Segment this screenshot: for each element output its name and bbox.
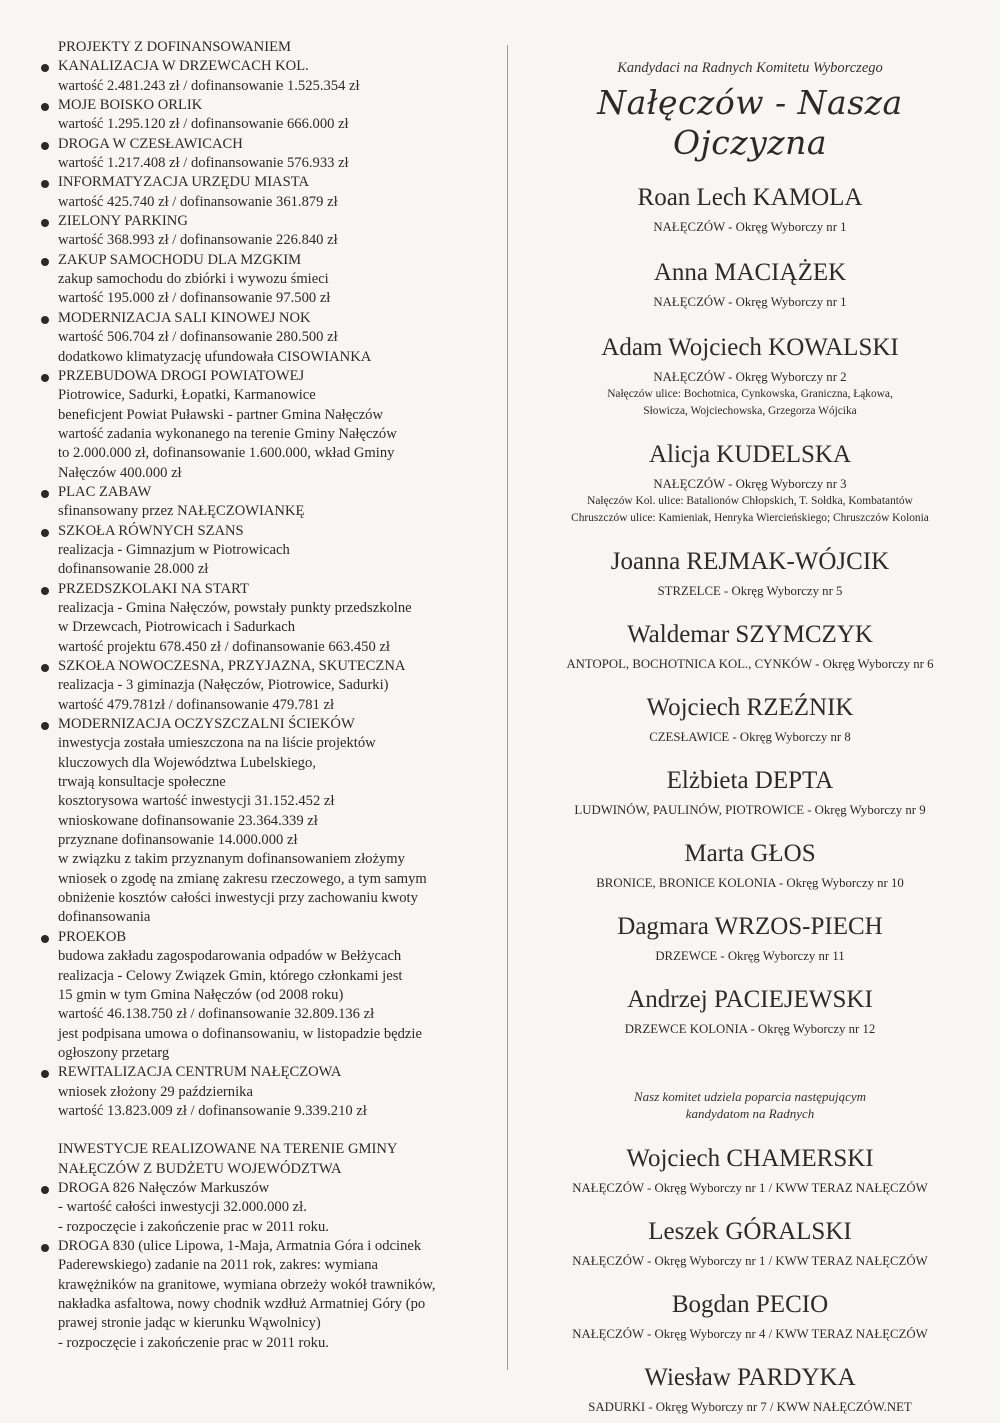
candidate-name: Alicja KUDELSKA (648, 441, 852, 468)
item-detail: sfinansowany przez NAŁĘCZOWIANKĘ (58, 503, 305, 520)
list-item (40, 212, 510, 251)
bullet-icon (41, 64, 49, 72)
candidate-district: NAŁĘCZÓW - Okręg Wyborczy nr 3 (653, 477, 847, 491)
item-detail: zakup samochodu do zbiórki i wywozu śmieci (58, 271, 329, 288)
candidate-district: NAŁĘCZÓW - Okręg Wyborczy nr 2 (653, 370, 847, 384)
candidate-district: LUDWINÓW, PAULINÓW, PIOTROWICE - Okręg Wyborczy nr 9 (574, 803, 926, 817)
bullet-icon (41, 722, 49, 730)
item-detail: wniosek złożony 29 października (58, 1083, 253, 1100)
candidate (525, 547, 975, 600)
investments-heading-line1: INWESTYCJE REALIZOWANE NA TERENIE GMINY (58, 1141, 398, 1158)
list-item (40, 173, 510, 212)
bullet-icon (41, 529, 49, 537)
item-title: SZKOŁA NOWOCZESNA, PRZYJAZNA, SKUTECZNA (58, 658, 406, 674)
item-detail: wartość 479.781zł / dofinansowanie 479.781 zł (58, 696, 335, 713)
candidate-district: NAŁĘCZÓW - Okręg Wyborczy nr 1 (653, 295, 847, 309)
candidate-name: Bogdan PECIO (671, 1291, 829, 1318)
item-title: MODERNIZACJA OCZYSZCZALNI ŚCIEKÓW (58, 716, 355, 733)
candidate-name: Wojciech CHAMERSKI (626, 1145, 874, 1172)
supported-candidate (525, 1363, 975, 1416)
item-title: ZAKUP SAMOCHODU DLA MZGKIM (58, 251, 302, 268)
candidate-streets: Słowicza, Wojciechowska, Grzegorza Wójcika (643, 405, 857, 417)
item-detail: kosztorysowa wartość inwestycji 31.152.452 zł (58, 793, 335, 810)
list-item (40, 928, 510, 1063)
item-detail: jest podpisana umowa o dofinansowaniu, w listopadzie będzie (58, 1025, 422, 1042)
item-detail: wartość 1.217.408 zł / dofinansowanie 576.933 zł (58, 155, 349, 172)
item-detail: wartość 2.481.243 zł / dofinansowanie 1.525.354 zł (58, 77, 360, 94)
list-item (40, 135, 510, 174)
item-detail: wartość projektu 678.450 zł / dofinansowanie 663.450 zł (58, 638, 390, 655)
bullet-icon (41, 316, 49, 324)
support-intro-line2: kandydatom na Radnych (685, 1106, 815, 1121)
candidate-name: Leszek GÓRALSKI (648, 1218, 852, 1245)
candidate-streets: Chruszczów ulice: Kamieniak, Henryka Wiercieńskiego; Chruszczów Kolonia (571, 512, 929, 524)
list-item (40, 715, 510, 928)
item-detail: beneficjent Powiat Puławski - partner Gmina Nałęczów (58, 406, 384, 423)
candidate-district: STRZELCE - Okręg Wyborczy nr 5 (657, 584, 843, 598)
list-item (40, 96, 510, 135)
item-detail: w związku z takim przyznanym dofinansowaniem złożymy (58, 851, 405, 868)
candidate (525, 912, 975, 965)
bullet-icon (41, 664, 49, 672)
column-divider (507, 45, 508, 1370)
candidates-column (525, 60, 975, 1416)
candidate-district: BRONICE, BRONICE KOLONIA - Okręg Wyborczy nr 10 (596, 876, 904, 890)
list-item (40, 580, 510, 657)
item-detail: wartość zadania wykonanego na terenie Gminy Nałęczów (58, 425, 397, 442)
candidate-name: Wojciech RZEŹNIK (646, 694, 854, 721)
item-title: INFORMATYZACJA URZĘDU MIASTA (58, 174, 309, 191)
list-item (40, 309, 510, 367)
candidate (525, 333, 975, 420)
candidate (525, 839, 975, 892)
candidate-streets: Nałęczów Kol. ulice: Batalionów Chłopskich, T. Sołdka, Kombatantów (587, 495, 913, 507)
candidate (525, 183, 975, 236)
item-detail: to 2.000.000 zł, dofinansowanie 1.600.000, wkład Gminy (58, 445, 395, 462)
candidate-name: Andrzej PACIEJEWSKI (627, 986, 873, 1013)
item-title: DROGA 830 (ulice Lipowa, 1-Maja, Armatnia Góra i odcinek (58, 1237, 422, 1254)
bullet-icon (41, 1070, 49, 1078)
item-title: DROGA W CZESŁAWICACH (58, 135, 243, 152)
item-title: REWITALIZACJA CENTRUM NAŁĘCZOWA (58, 1064, 342, 1081)
item-detail: kluczowych dla Województwa Lubelskiego, (58, 754, 316, 771)
candidate (525, 440, 975, 527)
candidate-district: NAŁĘCZÓW - Okręg Wyborczy nr 1 / KWW TERAZ NAŁĘCZÓW (572, 1254, 928, 1268)
item-detail: wartość 13.823.009 zł / dofinansowanie 9.339.210 zł (58, 1102, 367, 1119)
candidate-name: Roan Lech KAMOLA (637, 184, 863, 211)
item-detail: dodatkowo klimatyzację ufundowała CISOWIANKA (58, 348, 372, 365)
list-item (40, 251, 510, 309)
bullet-icon (41, 587, 49, 595)
item-title: PLAC ZABAW (58, 483, 152, 500)
item-detail: dofinansowanie 28.000 zł (58, 561, 209, 578)
item-detail: wartość 425.740 zł / dofinansowanie 361.879 zł (58, 193, 338, 210)
item-detail: wartość 1.295.120 zł / dofinansowanie 666.000 zł (58, 116, 349, 133)
projects-column (40, 38, 510, 1353)
bullet-icon (41, 180, 49, 188)
item-detail: realizacja - 3 giminazja (Nałęczów, Piotrowice, Sadurki) (58, 677, 389, 694)
candidate-name: Marta GŁOS (684, 840, 816, 867)
item-title: ZIELONY PARKING (58, 213, 188, 230)
candidate-name: Wiesław PARDYKA (644, 1364, 856, 1391)
item-detail: wartość 368.993 zł / dofinansowanie 226.840 zł (58, 232, 338, 249)
candidate-name: Joanna REJMAK-WÓJCIK (610, 548, 890, 575)
candidate-district: SADURKI - Okręg Wyborczy nr 7 / KWW NAŁĘCZÓW.NET (588, 1400, 912, 1414)
item-detail: - rozpoczęcie i zakończenie prac w 2011 roku. (58, 1334, 329, 1351)
item-detail: realizacja - Celowy Związek Gmin, którego członkami jest (58, 967, 403, 984)
candidate-district: NAŁĘCZÓW - Okręg Wyborczy nr 4 / KWW TERAZ NAŁĘCZÓW (572, 1327, 928, 1341)
item-detail: ogłoszony przetarg (58, 1044, 170, 1061)
section-gap (525, 1038, 975, 1088)
bullet-icon (41, 1186, 49, 1194)
candidate (525, 258, 975, 311)
item-detail: 15 gmin w tym Gmina Nałęczów (od 2008 roku) (58, 986, 344, 1003)
item-title: PRZEBUDOWA DROGI POWIATOWEJ (58, 367, 305, 384)
item-detail: realizacja - Gimnazjum w Piotrowicach (58, 541, 290, 558)
projects-heading: PROJEKTY Z DOFINANSOWANIEM (58, 39, 291, 55)
investments-heading-line2: NAŁĘCZÓW Z BUDŻETU WOJEWÓDZTWA (58, 1160, 342, 1177)
item-detail: w Drzewcach, Piotrowicach i Sadurkach (58, 619, 296, 636)
item-detail: Paderewskiego) zadanie na 2011 rok, zakres: wymiana (58, 1257, 378, 1274)
item-detail: wartość 195.000 zł / dofinansowanie 97.500 zł (58, 290, 331, 307)
item-detail: wartość 506.704 zł / dofinansowanie 280.500 zł (58, 329, 338, 346)
item-detail: krawężników na granitowe, wymiana obrzeży wokół trawników, (58, 1276, 436, 1293)
item-title: KANALIZACJA W DRZEWCACH KOL. (58, 58, 309, 75)
item-detail: - wartość całości inwestycji 32.000.000 zł. (58, 1199, 307, 1216)
candidate-district: NAŁĘCZÓW - Okręg Wyborczy nr 1 (653, 220, 847, 234)
item-detail: - rozpoczęcie i zakończenie prac w 2011 roku. (58, 1218, 329, 1235)
item-title: SZKOŁA RÓWNYCH SZANS (58, 522, 244, 539)
supported-list (525, 1144, 975, 1416)
item-detail: prawej stronie jadąc w kierunku Wąwolnicy) (58, 1315, 321, 1332)
candidate-district: ANTOPOL, BOCHOTNICA KOL., CYNKÓW - Okręg Wyborczy nr 6 (566, 657, 934, 671)
candidate-name: Dagmara WRZOS-PIECH (617, 913, 883, 940)
section-gap (40, 1121, 510, 1140)
candidate-district: NAŁĘCZÓW - Okręg Wyborczy nr 1 / KWW TERAZ NAŁĘCZÓW (572, 1181, 928, 1195)
list-item (40, 1179, 510, 1237)
candidate-district: DRZEWCE KOLONIA - Okręg Wyborczy nr 12 (624, 1022, 876, 1036)
bullet-icon (41, 219, 49, 227)
supported-candidate (525, 1290, 975, 1343)
item-detail: inwestycja została umieszczona na na liście projektów (58, 735, 376, 752)
candidates-list (525, 183, 975, 1038)
list-item (40, 367, 510, 483)
investments-list (40, 1179, 510, 1353)
item-title: DROGA 826 Nałęczów Markuszów (58, 1179, 270, 1196)
committee-name: Nałęczów - Nasza Ojczyzna (597, 83, 903, 162)
candidate-streets: Nałęczów ulice: Bochotnica, Cynkowska, Graniczna, Łąkowa, (607, 388, 893, 400)
list-item (40, 483, 510, 522)
list-item (40, 522, 510, 580)
bullet-icon (41, 490, 49, 498)
item-detail: przyznane dofinansowanie 14.000.000 zł (58, 832, 298, 849)
item-detail: wniosek o zgodę na zmianę zakresu rzeczowego, a tym samym (58, 870, 427, 887)
item-detail: wnioskowane dofinansowanie 23.364.339 zł (58, 812, 318, 829)
projects-list (40, 57, 510, 1121)
bullet-icon (41, 1244, 49, 1252)
candidate (525, 985, 975, 1038)
support-intro-line1: Nasz komitet udziela poparcia następującym (633, 1089, 867, 1104)
candidate-name: Adam Wojciech KOWALSKI (601, 334, 899, 361)
candidate-district: CZESŁAWICE - Okręg Wyborczy nr 8 (649, 730, 851, 744)
list-item (40, 1237, 510, 1353)
candidate-name: Waldemar SZYMCZYK (627, 621, 873, 648)
item-title: MODERNIZACJA SALI KINOWEJ NOK (58, 309, 311, 326)
bullet-icon (41, 142, 49, 150)
item-detail: nakładka asfaltowa, nowy chodnik wzdłuż Armatniej Góry (po (58, 1296, 426, 1312)
candidate (525, 693, 975, 746)
committee-intro: Kandydaci na Radnych Komitetu Wyborczego (617, 60, 883, 76)
supported-candidate (525, 1217, 975, 1270)
list-item (40, 57, 510, 96)
list-item (40, 1063, 510, 1121)
candidate-name: Elżbieta DEPTA (666, 767, 834, 794)
item-title: PRZEDSZKOLAKI NA START (58, 580, 249, 597)
item-detail: obniżenie kosztów całości inwestycji przy zachowaniu kwoty (58, 890, 418, 907)
item-detail: Nałęczów 400.000 zł (58, 464, 182, 481)
list-item (40, 657, 510, 715)
bullet-icon (41, 374, 49, 382)
candidate (525, 766, 975, 819)
item-detail: wartość 46.138.750 zł / dofinansowanie 32.809.136 zł (58, 1006, 375, 1023)
item-detail: budowa zakładu zagospodarowania odpadów w Bełżycach (58, 948, 402, 965)
item-title: MOJE BOISKO ORLIK (58, 97, 203, 114)
item-title: PROEKOB (58, 928, 127, 945)
supported-candidate (525, 1144, 975, 1197)
item-detail: trwają konsultacje społeczne (58, 774, 226, 791)
candidate (525, 620, 975, 673)
candidate-name: Anna MACIĄŻEK (653, 259, 847, 286)
item-detail: dofinansowania (58, 909, 151, 926)
bullet-icon (41, 103, 49, 111)
item-detail: Piotrowice, Sadurki, Łopatki, Karmanowice (58, 387, 316, 404)
item-detail: realizacja - Gmina Nałęczów, powstały punkty przedszkolne (58, 599, 412, 616)
bullet-icon (41, 258, 49, 266)
bullet-icon (41, 935, 49, 943)
candidate-district: DRZEWCE - Okręg Wyborczy nr 11 (655, 949, 845, 963)
